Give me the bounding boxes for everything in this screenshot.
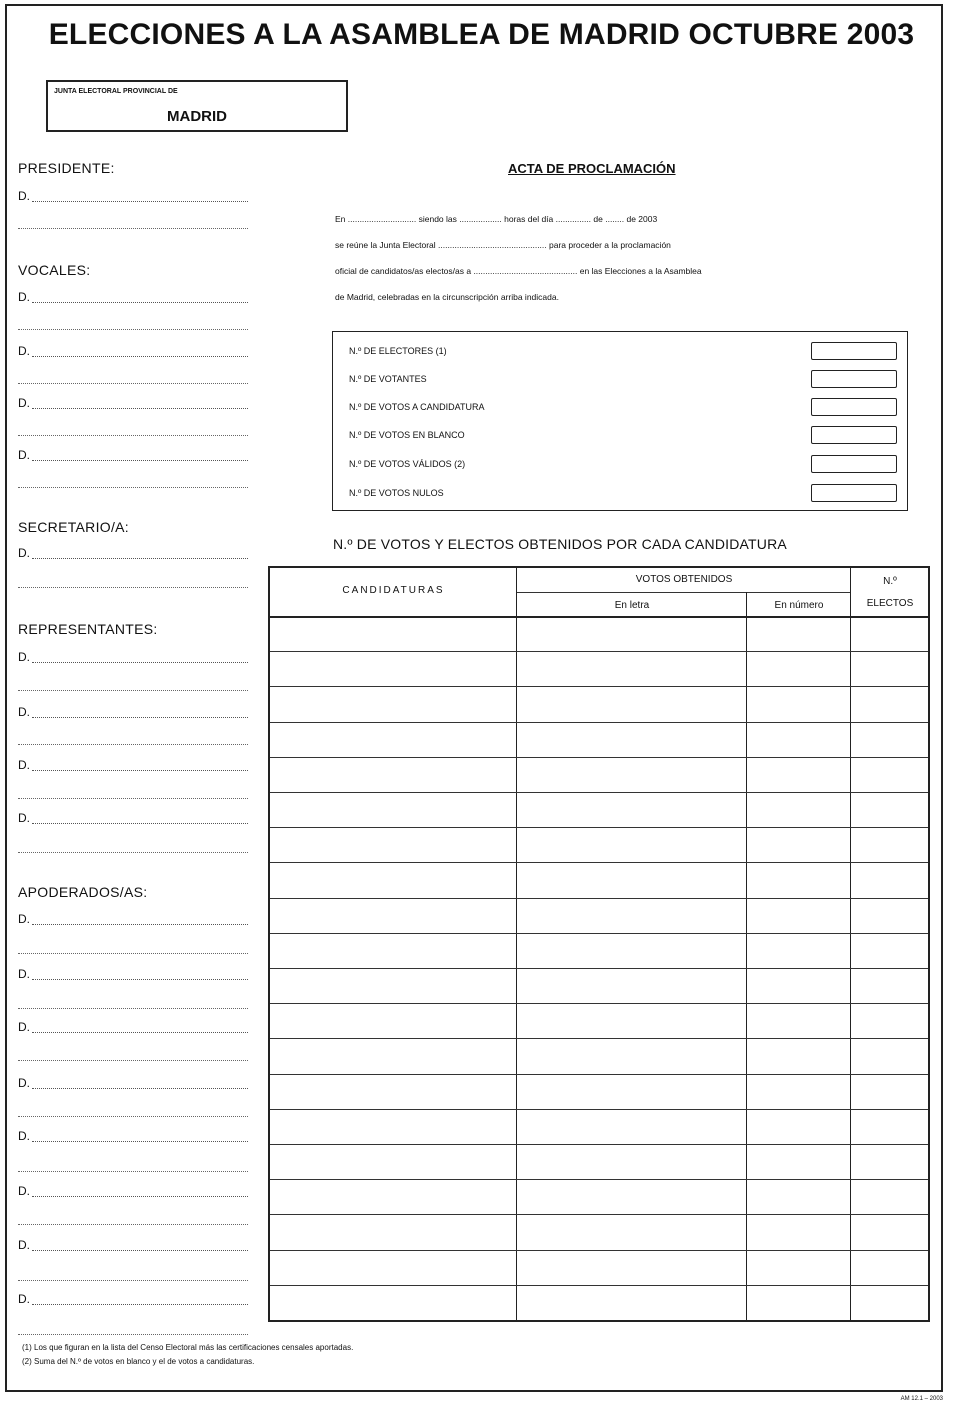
count-input[interactable] [811,426,897,444]
table-row[interactable] [270,1214,928,1249]
table-row[interactable] [270,1074,928,1109]
representante-line[interactable]: D. [18,706,248,720]
votes-table [268,566,930,1322]
representante-line-2[interactable] [18,689,248,691]
table-row[interactable] [270,968,928,1003]
apoderado-line[interactable]: D. [18,1077,248,1091]
apoderados-heading: APODERADOS/AS: [18,884,148,900]
table-row[interactable] [270,862,928,897]
vocal-line[interactable]: D. [18,291,248,305]
apoderado-line[interactable]: D. [18,1239,248,1253]
vote-counts-box [332,331,908,511]
apoderado-line-2[interactable] [18,952,248,954]
apoderado-line-2[interactable] [18,1279,248,1281]
secretario-line-2[interactable] [18,586,248,588]
count-row-votos-nulos: N.º DE VOTOS NULOS [349,484,889,504]
acta-paragraph-line-3: oficial de candidatos/as electos/as a ............................................ en las Elecciones a la Asamblea [335,266,702,276]
votes-table-title: N.º DE VOTOS Y ELECTOS OBTENIDOS POR CADA CANDIDATURA [333,536,787,552]
representante-line-2[interactable] [18,851,248,853]
header-split-rule [517,592,851,593]
apoderado-line-2[interactable] [18,1059,248,1061]
vocales-heading: VOCALES: [18,262,91,278]
apoderado-line[interactable]: D. [18,1293,248,1307]
vocal-line[interactable]: D. [18,449,248,463]
secretario-heading: SECRETARIO/A: [18,519,129,535]
table-row[interactable] [270,1144,928,1179]
table-row[interactable] [270,792,928,827]
apoderado-line[interactable]: D. [18,1185,248,1199]
table-row[interactable] [270,1109,928,1144]
apoderado-line-2[interactable] [18,1223,248,1225]
table-row[interactable] [270,827,928,862]
page-title: ELECCIONES A LA ASAMBLEA DE MADRID OCTUBRE 2003 [48,18,915,51]
header-en-letra: En letra [614,600,650,611]
apoderado-line[interactable]: D. [18,913,248,927]
count-input[interactable] [811,342,897,360]
table-row[interactable] [270,1179,928,1214]
count-input[interactable] [811,455,897,473]
table-row[interactable] [270,686,928,721]
apoderado-line[interactable]: D. [18,1021,248,1035]
acta-title: ACTA DE PROCLAMACIÓN [508,161,676,176]
representantes-heading: REPRESENTANTES: [18,621,158,637]
representante-line[interactable]: D. [18,812,248,826]
table-row[interactable] [270,616,928,651]
table-row[interactable] [270,722,928,757]
apoderado-line[interactable]: D. [18,1130,248,1144]
footnote-1: (1) Los que figuran en la lista del Censo Electoral más las certificaciones censales aportadas. [22,1343,354,1352]
representante-line[interactable]: D. [18,651,248,665]
acta-paragraph-line-1: En ............................. siendo las .................. horas del día ............... de ........ de 2003 [335,214,658,224]
table-row[interactable] [270,757,928,792]
secretario-line[interactable]: D. [18,547,248,561]
count-row-electores: N.º DE ELECTORES (1) [349,342,889,362]
footnote-2: (2) Suma del N.º de votos en blanco y el de votos a candidaturas. [22,1357,255,1366]
vocal-line[interactable]: D. [18,345,248,359]
vocal-line-2[interactable] [18,486,248,488]
acta-paragraph-line-4: de Madrid, celebradas en la circunscripción arriba indicada. [335,292,559,302]
form-code: AM 12.1 – 2003 [900,1396,943,1402]
header-electos-n: N.º [883,576,897,587]
vocal-line[interactable]: D. [18,397,248,411]
presidente-line-2[interactable] [18,227,248,229]
presidente-heading: PRESIDENTE: [18,160,115,176]
presidente-line[interactable]: D. [18,190,248,204]
apoderado-line[interactable]: D. [18,968,248,982]
count-row-votantes: N.º DE VOTANTES [349,370,889,390]
apoderado-line-2[interactable] [18,1115,248,1117]
count-input[interactable] [811,370,897,388]
count-input[interactable] [811,484,897,502]
table-row[interactable] [270,1003,928,1038]
representante-line-2[interactable] [18,797,248,799]
header-electos: ELECTOS [866,598,914,609]
header-candidaturas: CANDIDATURAS [342,585,445,596]
apoderado-line-2[interactable] [18,1333,248,1335]
header-en-numero: En número [774,600,824,611]
count-row-votos-validos: N.º DE VOTOS VÁLIDOS (2) [349,455,889,475]
table-row[interactable] [270,651,928,686]
apoderado-line-2[interactable] [18,1170,248,1172]
representante-line[interactable]: D. [18,759,248,773]
count-input[interactable] [811,398,897,416]
table-row[interactable] [270,933,928,968]
acta-paragraph-line-2: se reúne la Junta Electoral .............................................. para proceder a la proclamación [335,240,671,250]
table-row[interactable] [270,898,928,933]
table-row[interactable] [270,1285,928,1320]
vocal-line-2[interactable] [18,382,248,384]
vocal-line-2[interactable] [18,328,248,330]
representante-line-2[interactable] [18,743,248,745]
junta-value: MADRID [167,108,227,125]
count-row-votos-candidatura: N.º DE VOTOS A CANDIDATURA [349,398,889,418]
header-votos-obtenidos: VOTOS OBTENIDOS [635,574,733,585]
count-row-votos-blanco: N.º DE VOTOS EN BLANCO [349,426,889,446]
table-row[interactable] [270,1038,928,1073]
junta-label: JUNTA ELECTORAL PROVINCIAL DE [54,88,178,95]
apoderado-line-2[interactable] [18,1007,248,1009]
vocal-line-2[interactable] [18,434,248,436]
junta-electoral-box [46,80,348,132]
table-row[interactable] [270,1250,928,1285]
